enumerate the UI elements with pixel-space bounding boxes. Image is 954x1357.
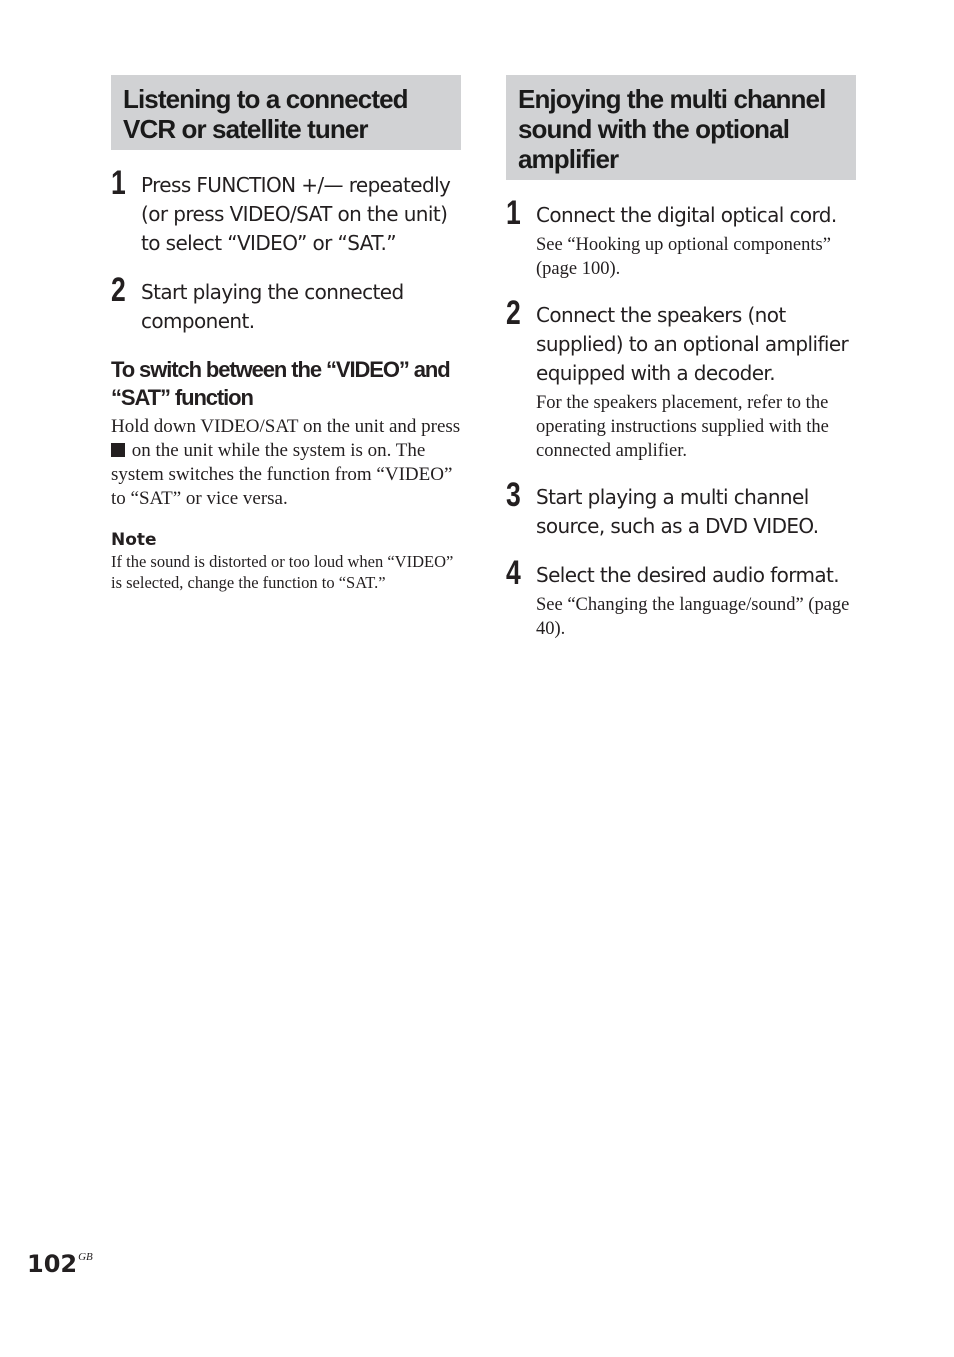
page-number-value: 102 xyxy=(27,1250,78,1278)
step-text: Start playing a multi channel source, such as a DVD VIDEO. xyxy=(536,485,819,538)
steps-list-vcr xyxy=(111,164,461,336)
note-text: If the sound is distorted or too loud when “VIDEO” is selected, change the function to “SAT.” xyxy=(111,552,454,592)
step-number: 1 xyxy=(111,164,126,202)
right-column xyxy=(506,75,856,661)
step-text: Press FUNCTION +/— repeatedly (or press VIDEO/SAT on the unit) to select “VIDEO” or “SAT.” xyxy=(141,173,451,255)
step-number: 1 xyxy=(506,194,521,232)
stop-icon xyxy=(111,443,125,457)
body-text-before: Hold down VIDEO/SAT on the unit and press xyxy=(111,416,461,437)
body-text-after: on the unit while the system is on. The system switches the function from “VIDEO” to “SAT” or vice versa. xyxy=(111,440,453,509)
step-number: 2 xyxy=(111,271,126,309)
step-item xyxy=(506,476,856,541)
section-title-multichannel: Enjoying the multi channel sound with the optional amplifier xyxy=(506,75,856,180)
step-note: See “Changing the language/sound” (page 40). xyxy=(536,595,850,639)
step-item xyxy=(506,294,856,463)
steps-list-multichannel xyxy=(506,194,856,641)
step-text: Select the desired audio format. xyxy=(536,563,840,587)
note-heading: Note xyxy=(111,530,157,550)
left-column xyxy=(111,75,461,593)
step-item xyxy=(506,554,856,641)
step-note: See “Hooking up optional components” (page 100). xyxy=(536,235,831,279)
step-item xyxy=(111,271,461,336)
section-title-vcr: Listening to a connected VCR or satellite tuner xyxy=(111,75,461,150)
step-text: Connect the digital optical cord. xyxy=(536,203,837,227)
region-code: GB xyxy=(78,1251,93,1263)
subheading-switch-function: To switch between the “VIDEO” and “SAT” function xyxy=(111,357,450,410)
step-text: Start playing the connected component. xyxy=(141,280,404,333)
step-text: Connect the speakers (not supplied) to an optional amplifier equipped with a decoder. xyxy=(536,303,849,385)
step-number: 3 xyxy=(506,476,521,514)
step-item xyxy=(111,164,461,258)
switch-function-description xyxy=(111,415,461,511)
step-note: For the speakers placement, refer to the operating instructions supplied with the connected amplifier. xyxy=(536,393,829,461)
step-number: 2 xyxy=(506,294,521,332)
step-item xyxy=(506,194,856,281)
step-number: 4 xyxy=(506,554,521,592)
page-number xyxy=(27,1250,93,1278)
